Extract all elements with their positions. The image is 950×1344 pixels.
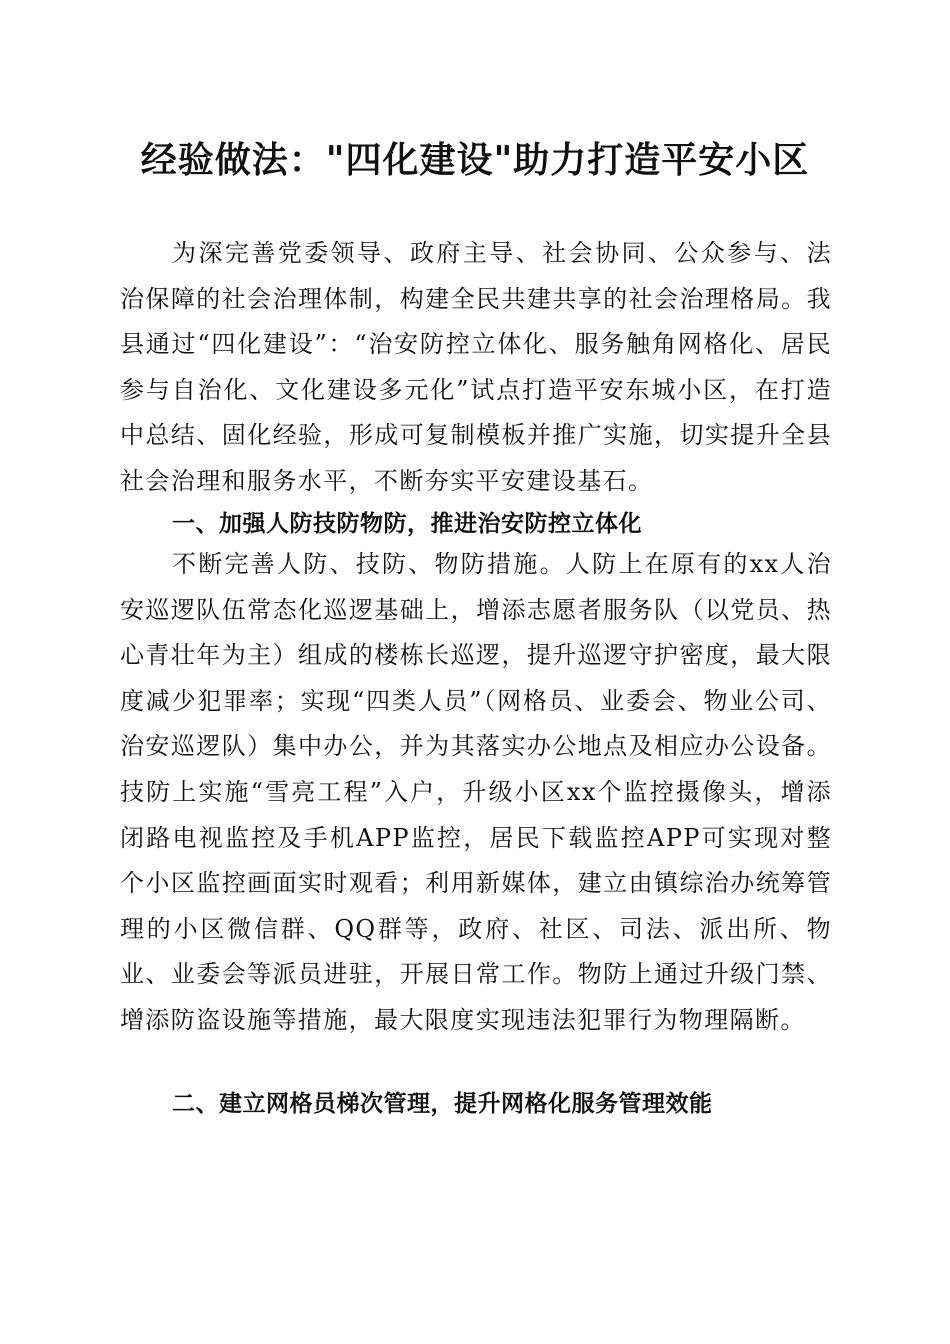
section-heading-2: 二、建立网格员梯次管理，提升网格化服务管理效能	[172, 1091, 713, 1117]
section1-paragraph: 不断完善人防、技防、物防措施。人防上在原有的xx人治安巡逻队伍常态化巡逻基础上，增添志愿者服务队（以党员、热心青壮年为主）组成的楼栋长巡逻，提升巡逻守护密度，最大限度减少犯罪率；实现“四类人员”（网格员、业委会、物业公司、治安巡逻队）集中办公，并为其落实办公地点及相应办公设备。技防上实施“雪亮工程”入户，升级小区xx个监控摄像头，增添闭路电视监控及手机APP监控，居民下载监控APP可实现对整个小区监控画面实时观看；利用新媒体，建立由镇综治办统筹管理的小区微信群、QQ群等，政府、社区、司法、派出所、物业、业委会等派员进驻，开展日常工作。物防上通过升级门禁、增添防盗设施等措施，最大限度实现违法犯罪行为物理隔断。	[120, 550, 832, 1034]
intro-paragraph: 为深完善党委领导、政府主导、社会协同、公众参与、法治保障的社会治理体制，构建全民共建共享的社会治理格局。我县通过“四化建设”：“治安防控立体化、服务触角网格化、居民参与自治化、文化建设多元化”试点打造平安东城小区，在打造中总结、固化经验，形成可复制模板并推广实施，切实提升全县社会治理和服务水平，不断夯实平安建设基石。	[120, 239, 832, 495]
document-title: 经验做法："四化建设"助力打造平安小区	[140, 139, 810, 181]
section-heading-1: 一、加强人防技防物防，推进治安防控立体化	[172, 511, 642, 537]
